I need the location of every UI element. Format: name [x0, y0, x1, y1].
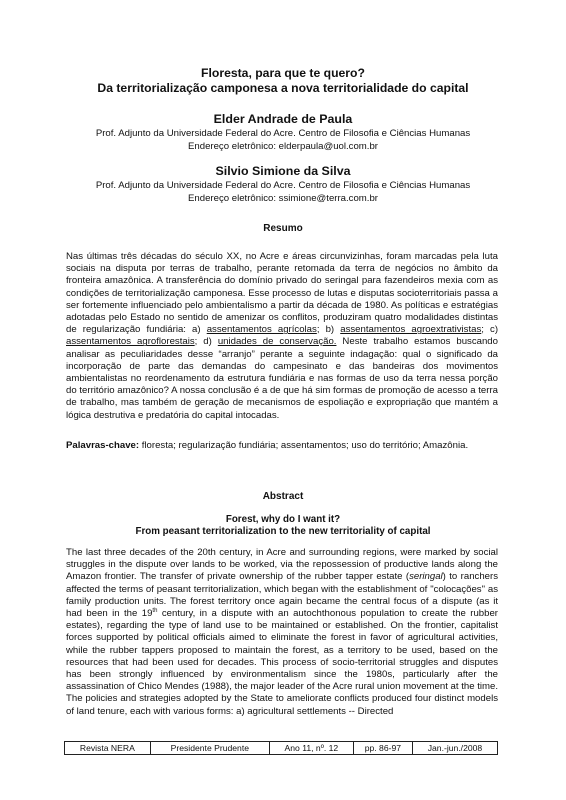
keywords-paragraph: [66, 440, 498, 452]
resumo-paragraph: [66, 251, 498, 422]
paper-title: [40, 66, 526, 96]
keywords-label: Palavras-chave:: [66, 440, 140, 451]
resumo-text-1: Nas últimas três décadas do século XX, no Acre e áreas circunvizinhas, foram marcadas pela luta sociais na disputa por terras de trabalho, perante retomada da terra de negócios no âmbito da fronteira amazônica. A transferência do domínio privado do seringal para fazendeiros mexia com as condições de territorialização camponesa. Esse processo de lutas e disputas socioterritoriais passa a ser fortemente influenciado pelo ambientalismo a partir da década de 1980. As políticas e estratégias adotadas pelo Estado no sentido de amenizar os conflitos, produziram quatro modalidades distintas de regularização fundiária: a): [66, 251, 498, 336]
footer-row: [65, 742, 498, 755]
title-line-1: Floresta, para que te quero?: [201, 66, 365, 80]
footer-table: [64, 741, 498, 755]
author-1-name: Elder Andrade de Paula: [213, 112, 353, 126]
footer-city: Presidente Prudente: [150, 742, 269, 755]
author-1-affiliation: Prof. Adjunto da Universidade Federal do Acre. Centro de Filosofia e Ciências Humanas: [95, 128, 471, 139]
author-2-name: Silvio Simione da Silva: [215, 164, 351, 178]
resumo-underline-3: assentamentos agroflorestais: [66, 336, 195, 348]
resumo-underline-1: assentamentos agrícolas: [206, 324, 317, 336]
footer-journal: Revista NERA: [65, 742, 151, 755]
abstract-text-1: The last three decades of the 20th century, in Acre and surrounding regions, were marked by social struggles in the dispute over lands to be worked, via the repossession of productive lands along the Amazon frontier. The transfer of private ownership of the rubber tapper estate (: [66, 547, 498, 583]
footer-date: Jan.-jun./2008: [412, 742, 497, 755]
abstract-text-3: century, in a dispute with an autochthonous population to create the rubber estates), regarding the type of land use to be maintained or established. On the frontier, capitalist forces supported by political officials aimed to eliminate the forest in favor of agricultural activities, while the rubber tappers proposed to maintain the forest, as a territory to be used, based on the resources that had been used for decades. This process of socio-territorial struggles and disputes has been strongly influenced by environmentalism since the 1980s, particularly after the assassination of Chico Mendes (1988), the major leader of the Acre rural union movement at the time. The policies and strategies adopted by the State to ameliorate conflicts produced four distinct models of land tenure, each with various forms: a) agricultural settlements -- Directed: [66, 608, 498, 717]
resumo-sep-1: ; b): [316, 324, 341, 336]
author-2-affiliation: Prof. Adjunto da Universidade Federal do Acre. Centro de Filosofia e Ciências Humanas: [95, 180, 471, 191]
author-2-email: Endereço eletrônico: ssimione@terra.com.br: [188, 192, 378, 204]
abstract-title-line-1: Forest, why do I want it?: [225, 514, 341, 525]
author-1-email: Endereço eletrônico: elderpaula@uol.com.br: [188, 140, 378, 152]
title-line-2: Da territorialização camponesa a nova territorialidade do capital: [97, 81, 469, 95]
abstract-heading: Abstract: [262, 491, 304, 502]
resumo-heading: Resumo: [263, 223, 303, 234]
abstract-italic: seringal: [409, 571, 443, 583]
resumo-underline-4: unidades de conservação.: [217, 336, 337, 348]
abstract-title: [40, 514, 526, 539]
abstract-text-2: ) to ranchers affected the terms of peasant territorialization, which began with the establishment of "colocações" as family production units. The forest territory once again became the central focus of a dispute (as it had been in the 19: [66, 571, 499, 620]
footer-issue: Ano 11, nº. 12: [269, 742, 353, 755]
author-1-block: [40, 128, 526, 153]
resumo-text-2: Neste trabalho estamos buscando analisar as peculiaridades desse “arranjo” perante a seguinte indagação: qual o significado da incorporação de parte das demandas do campesinato e das bandeiras dos movimentos ambientalistas no reordenamento da estrutura fundiária e nas formas de uso da terra nessa porção do território amazônico? A nossa conclusão é a de que há sim formas de promoção de acesso a terra de trabalho, mas também de geração de mecanismos de espoliação e expropriação que mantém a lógica destrutiva e predatória do capital intocadas.: [66, 336, 498, 421]
author-2-block: [40, 180, 526, 205]
footer-pages: pp. 86-97: [353, 742, 412, 755]
abstract-title-line-2: From peasant territorialization to the new territoriality of capital: [135, 526, 431, 538]
abstract-paragraph: [66, 547, 498, 718]
keywords-text: floresta; regularização fundiária; assentamentos; uso do território; Amazônia.: [139, 440, 469, 451]
resumo-sep-2: ; c): [481, 324, 499, 336]
abstract-superscript: th: [152, 607, 158, 614]
resumo-underline-2: assentamentos agroextrativistas: [340, 324, 482, 336]
resumo-sep-3: ; d): [194, 336, 218, 348]
